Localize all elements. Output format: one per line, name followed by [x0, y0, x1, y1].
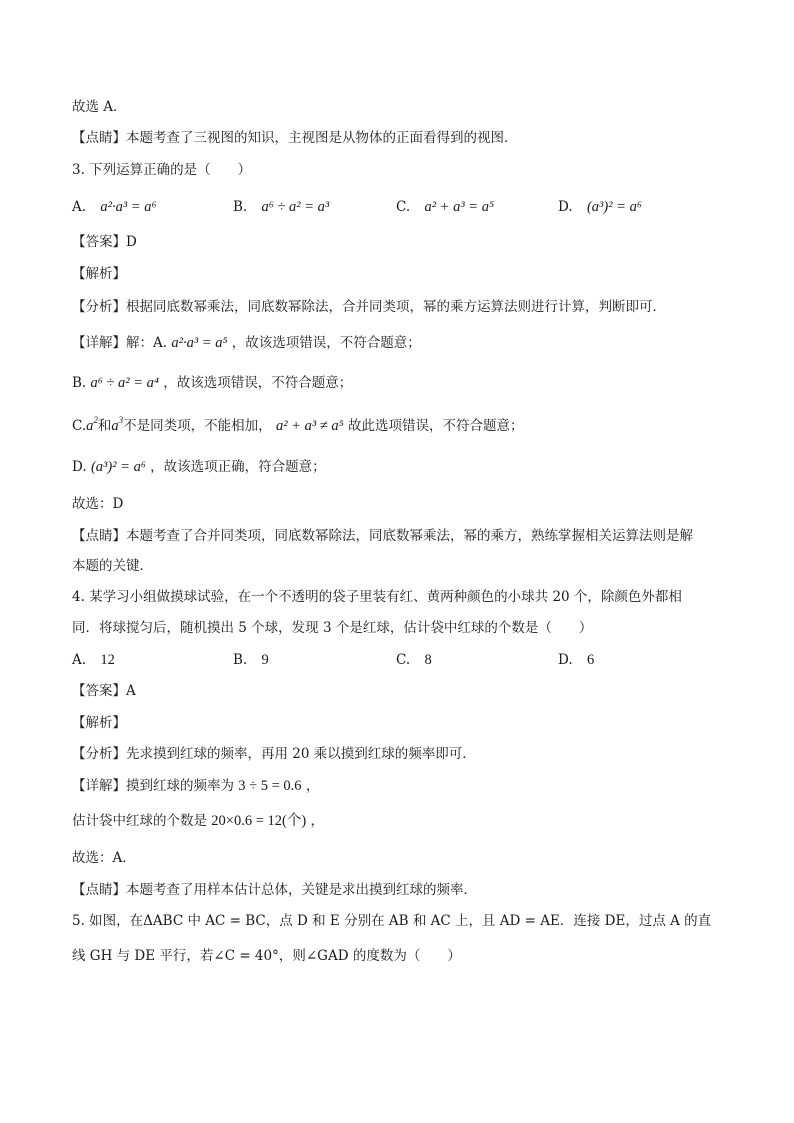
detail-tail: ，: [305, 778, 320, 794]
note-line: 【点睛】本题考查了三视图的知识，主视图是从物体的正面看得到的视图．: [72, 130, 518, 146]
option-label: B.: [233, 652, 248, 668]
option-value: 6: [586, 652, 595, 668]
detail-line-b: [72, 373, 352, 393]
option-expr: a⁶ ÷ a² = a³: [261, 199, 330, 215]
question-5-stem: 5. 如图，在ΔABC 中 AC = BC，点 D 和 E 分别在 AB 和 AC 上，且 AD = AE．连接 DE，过点 A 的直: [72, 913, 712, 929]
note-line: 【点睛】本题考查了用样本估计总体，关键是求出摸到红球的频率．: [72, 882, 477, 898]
math-expr: a² + a³ ≠ a⁵: [275, 418, 344, 434]
question-4-stem: 4. 某学习小组做摸球试验，在一个不透明的袋子里装有红、黄两种颜色的小球共 20 个，除颜色外都相: [72, 589, 682, 605]
option-label: A.: [72, 652, 87, 668]
choose-line: 故选：D: [72, 496, 124, 512]
analysis-line: 【分析】根据同底数幂乘法，同底数幂除法，合并同类项，幂的乘方运算法则进行计算，判断即可．: [72, 299, 666, 315]
q4-option-b[interactable]: [233, 650, 269, 670]
note-line: 【点睛】本题考查了合并同类项，同底数幂除法，同底数幂乘法，幂的乘方，熟练掌握相关运算法则是解: [72, 528, 693, 544]
q4-option-a[interactable]: [72, 650, 115, 670]
question-3-stem: 3. 下列运算正确的是（ ）: [72, 162, 252, 178]
option-expr: a² + a³ = a⁵: [424, 199, 494, 215]
option-label: C.: [396, 652, 411, 668]
detail-line-d: [72, 457, 326, 477]
option-label: B.: [233, 199, 248, 215]
option-label: C.: [396, 199, 411, 215]
option-expr: (a³)² = a⁶: [586, 199, 642, 215]
option-label: D.: [558, 199, 573, 215]
detail-prefix: D.: [72, 459, 87, 475]
option-value: 12: [100, 652, 115, 668]
q3-option-d[interactable]: [558, 197, 642, 217]
option-label: D.: [558, 652, 573, 668]
math-expr: (a³)² = a⁶: [90, 459, 146, 475]
detail-prefix: 估计袋中红球的个数是: [72, 813, 207, 829]
question-5-stem-cont: 线 GH 与 DE 平行，若∠C = 40°，则∠GAD 的度数为（ ）: [72, 948, 461, 964]
detail-tail: 故此选项错误，不符合题意；: [347, 418, 524, 434]
option-value: 9: [261, 652, 269, 668]
q4-option-c[interactable]: [396, 650, 432, 670]
detail-tail: ，故该选项错误，不符合题意；: [163, 375, 353, 391]
detail-line-1: [72, 776, 319, 796]
option-label: A.: [72, 199, 87, 215]
q4-option-d[interactable]: [558, 650, 594, 670]
q3-option-c[interactable]: [396, 197, 494, 217]
detail-mid: 和: [97, 418, 112, 434]
detail-tail: ，故该选项错误，不符合题意；: [231, 335, 421, 351]
analysis-line: 【分析】先求摸到红球的频率，再用 20 乘以摸到红球的频率即可．: [72, 746, 476, 762]
math-expr: a²·a³ = a⁵: [171, 335, 228, 351]
detail-prefix: 【详解】解：A.: [72, 335, 168, 351]
answer-tag: 【答案】A: [72, 683, 136, 699]
detail-prefix: 【详解】摸到红球的频率为: [72, 778, 234, 794]
math-expr: a⁶ ÷ a² = a⁴: [90, 375, 159, 391]
jiexi-tag: 【解析】: [72, 715, 126, 731]
detail-tail: ，: [310, 813, 324, 829]
detail-line-c: [72, 416, 523, 436]
answer-tag: 【答案】D: [72, 234, 137, 250]
math-a3: $a^3$: [111, 415, 124, 434]
detail-line-2: [72, 811, 324, 831]
detail-mid: 不是同类项，不能相加，: [123, 418, 272, 434]
note-line-cont: 本题的关键．: [72, 558, 153, 574]
math-expr: 20×0.6 = 12(个): [211, 813, 307, 829]
option-value: 8: [424, 652, 432, 668]
question-4-stem-cont: 同．将球搅匀后，随机摸出 5 个球，发现 3 个是红球，估计袋中红球的个数是（ ）: [72, 620, 593, 636]
q3-option-b[interactable]: [233, 197, 329, 217]
math-expr: 3 ÷ 5 = 0.6: [238, 778, 302, 794]
detail-prefix: B.: [72, 375, 87, 391]
jiexi-tag: 【解析】: [72, 266, 126, 282]
q3-option-a[interactable]: [72, 197, 157, 217]
math-a2: $a^2$: [86, 415, 98, 434]
detail-tail: ，故该选项正确，符合题意；: [150, 459, 326, 475]
choose-line: 故选：A．: [72, 850, 136, 866]
option-expr: a²·a³ = a⁶: [100, 199, 157, 215]
detail-prefix: C.: [72, 418, 87, 434]
detail-line-a: [72, 333, 421, 353]
answer-line: 故选 A．: [72, 99, 127, 115]
